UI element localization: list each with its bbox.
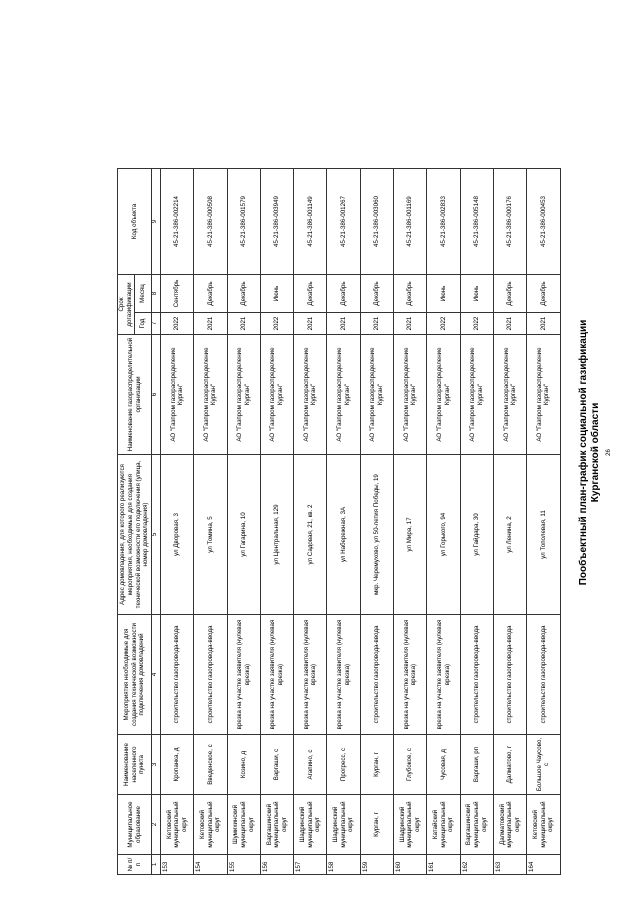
row-num: 154 bbox=[194, 855, 227, 875]
row-municipality: Шадринский муниципальный округ bbox=[327, 795, 360, 855]
row-month: Декабрь bbox=[294, 275, 327, 313]
header-settlement: Наименование населенного пункта bbox=[118, 735, 152, 795]
row-year: 2022 bbox=[427, 313, 460, 335]
row-organization: АО "Газпром газораспределение Курган" bbox=[394, 335, 427, 455]
row-object-code: 45-21-386-002833 bbox=[427, 169, 460, 275]
row-year: 2021 bbox=[327, 313, 360, 335]
column-number: 1 bbox=[152, 855, 161, 875]
row-settlement: Чусовая, д bbox=[427, 735, 460, 795]
row-organization: АО "Газпром газораспределение Курган" bbox=[360, 335, 393, 455]
row-month: Сентябрь bbox=[161, 275, 194, 313]
table-row bbox=[327, 169, 360, 875]
row-municipality: Курган, г bbox=[360, 795, 393, 855]
row-object-code: 45-21-386-001149 bbox=[294, 169, 327, 275]
row-object-code: 45-21-386-001267 bbox=[327, 169, 360, 275]
row-year: 2022 bbox=[161, 313, 194, 335]
page-number: 26 bbox=[606, 449, 612, 456]
row-municipality: Кетовский муниципальный округ bbox=[194, 795, 227, 855]
row-measure: строительство газопровода-ввода bbox=[493, 615, 526, 735]
row-year: 2021 bbox=[294, 313, 327, 335]
row-address: ул Центральная, 129 bbox=[260, 455, 293, 615]
row-month: Декабрь bbox=[194, 275, 227, 313]
row-month: Декабрь bbox=[527, 275, 560, 313]
header-deadline: Срок догазификации bbox=[118, 275, 135, 335]
row-settlement: Глубокое, с bbox=[394, 735, 427, 795]
row-address: ул Тополевая, 11 bbox=[527, 455, 560, 615]
gasification-table bbox=[117, 168, 561, 875]
row-measure: врезка на участке заявителя (нулевая врезка) bbox=[227, 615, 260, 735]
row-measure: врезка на участке заявителя (нулевая врезка) bbox=[427, 615, 460, 735]
table-row bbox=[394, 169, 427, 875]
row-year: 2021 bbox=[493, 313, 526, 335]
column-number: 6 bbox=[152, 335, 161, 455]
title-line-2: Курганской области bbox=[590, 402, 601, 503]
row-organization: АО "Газпром газораспределение Курган" bbox=[161, 335, 194, 455]
row-address: ул Садовая, 21, кв. 2 bbox=[294, 455, 327, 615]
row-organization: АО "Газпром газораспределение Курган" bbox=[460, 335, 493, 455]
row-month: Июнь bbox=[427, 275, 460, 313]
row-settlement: Варгаши, с bbox=[260, 735, 293, 795]
row-object-code: 45-21-386-000453 bbox=[527, 169, 560, 275]
row-address: ул Дворовая, 3 bbox=[161, 455, 194, 615]
table-row bbox=[427, 169, 460, 875]
column-number: 2 bbox=[152, 795, 161, 855]
row-measure: строительство газопровода-ввода bbox=[161, 615, 194, 735]
row-measure: врезка на участке заявителя (нулевая врезка) bbox=[260, 615, 293, 735]
row-organization: АО "Газпром газораспределение Курган" bbox=[327, 335, 360, 455]
row-year: 2022 bbox=[260, 313, 293, 335]
row-year: 2022 bbox=[460, 313, 493, 335]
row-municipality: Шадринский муниципальный округ bbox=[394, 795, 427, 855]
row-address: ул Горького, 94 bbox=[427, 455, 460, 615]
column-number: 4 bbox=[152, 615, 161, 735]
title-line-1: Пообъектный план-график социальной газификации bbox=[578, 319, 589, 586]
row-num: 157 bbox=[294, 855, 327, 875]
table-row bbox=[194, 169, 227, 875]
header-organization: Наименование газораспределительной организации bbox=[118, 335, 152, 455]
table-row bbox=[260, 169, 293, 875]
row-municipality: Шадринский муниципальный округ bbox=[294, 795, 327, 855]
row-address: ул Набережная, 3А bbox=[327, 455, 360, 615]
row-address: ул Гагарина, 10 bbox=[227, 455, 260, 615]
row-object-code: 45-21-386-002214 bbox=[161, 169, 194, 275]
row-municipality: Далматовский муниципальный округ bbox=[493, 795, 526, 855]
row-num: 163 bbox=[493, 855, 526, 875]
row-address: ул Мира, 17 bbox=[394, 455, 427, 615]
column-number: 5 bbox=[152, 455, 161, 615]
row-year: 2021 bbox=[527, 313, 560, 335]
row-address: ул Томина, 5 bbox=[194, 455, 227, 615]
row-year: 2021 bbox=[360, 313, 393, 335]
row-month: Июнь bbox=[260, 275, 293, 313]
row-num: 161 bbox=[427, 855, 460, 875]
row-month: Декабрь bbox=[327, 275, 360, 313]
row-organization: АО "Газпром газораспределение Курган" bbox=[260, 335, 293, 455]
row-object-code: 45-21-386-005148 bbox=[460, 169, 493, 275]
row-settlement: Большое Чаусово, с bbox=[527, 735, 560, 795]
header-year: Год bbox=[135, 313, 152, 335]
row-measure: врезка на участке заявителя (нулевая врезка) bbox=[394, 615, 427, 735]
header-month: Месяц bbox=[135, 275, 152, 313]
table-row bbox=[161, 169, 194, 875]
row-month: Декабрь bbox=[360, 275, 393, 313]
column-number: 7 bbox=[152, 313, 161, 335]
row-measure: врезка на участке заявителя (нулевая врезка) bbox=[294, 615, 327, 735]
row-month: Декабрь bbox=[394, 275, 427, 313]
row-settlement: Далматово, г bbox=[493, 735, 526, 795]
row-municipality: Варгашинский муниципальный округ bbox=[260, 795, 293, 855]
row-num: 164 bbox=[527, 855, 560, 875]
row-settlement: Прогресс, с bbox=[327, 735, 360, 795]
header-num: № п/п bbox=[118, 855, 152, 875]
row-object-code: 45-21-386-000508 bbox=[194, 169, 227, 275]
row-address: ул Ленина, 2 bbox=[493, 455, 526, 615]
row-organization: АО "Газпром газораспределение Курган" bbox=[227, 335, 260, 455]
row-address: мкр. Черемухово, ул 50-летия Победы, 19 bbox=[360, 455, 393, 615]
header-municipality: Муниципальное образование bbox=[118, 795, 152, 855]
row-measure: строительство газопровода-ввода bbox=[360, 615, 393, 735]
row-settlement: Козино, д bbox=[227, 735, 260, 795]
table-row bbox=[360, 169, 393, 875]
row-organization: АО "Газпром газораспределение Курган" bbox=[194, 335, 227, 455]
table-row bbox=[527, 169, 560, 875]
column-number: 9 bbox=[152, 169, 161, 275]
row-object-code: 45-21-386-001579 bbox=[227, 169, 260, 275]
table-row bbox=[493, 169, 526, 875]
row-organization: АО "Газпром газораспределение Курган" bbox=[427, 335, 460, 455]
table-row bbox=[460, 169, 493, 875]
row-municipality: Кетовский муниципальный округ bbox=[161, 795, 194, 855]
row-num: 155 bbox=[227, 855, 260, 875]
table-row bbox=[294, 169, 327, 875]
row-settlement: Агапино, с bbox=[294, 735, 327, 795]
row-object-code: 45-21-386-001169 bbox=[394, 169, 427, 275]
row-settlement: Варгаши, рп bbox=[460, 735, 493, 795]
column-numbers-row bbox=[152, 169, 161, 875]
header-object-code: Код объекта bbox=[118, 169, 152, 275]
row-month: Июнь bbox=[460, 275, 493, 313]
row-month: Декабрь bbox=[227, 275, 260, 313]
row-num: 158 bbox=[327, 855, 360, 875]
table-row bbox=[227, 169, 260, 875]
row-settlement: Введенское, с bbox=[194, 735, 227, 795]
header-measures: Мероприятия необходимые для создания технической возможности подключения домовладений bbox=[118, 615, 152, 735]
row-num: 159 bbox=[360, 855, 393, 875]
page-title bbox=[578, 0, 602, 905]
row-year: 2021 bbox=[194, 313, 227, 335]
row-year: 2021 bbox=[394, 313, 427, 335]
row-measure: строительство газопровода-ввода bbox=[194, 615, 227, 735]
row-year: 2021 bbox=[227, 313, 260, 335]
row-num: 160 bbox=[394, 855, 427, 875]
row-municipality: Катайский муниципальный округ bbox=[427, 795, 460, 855]
row-settlement: Курган, г bbox=[360, 735, 393, 795]
row-object-code: 45-21-386-000176 bbox=[493, 169, 526, 275]
row-address: ул Гайдара, 30 bbox=[460, 455, 493, 615]
row-measure: врезка на участке заявителя (нулевая врезка) bbox=[327, 615, 360, 735]
row-num: 153 bbox=[161, 855, 194, 875]
row-object-code: 45-21-386-003060 bbox=[360, 169, 393, 275]
row-object-code: 45-21-386-003949 bbox=[260, 169, 293, 275]
row-settlement: Кропанка, д bbox=[161, 735, 194, 795]
row-num: 156 bbox=[260, 855, 293, 875]
row-municipality: Кетовский муниципальный округ bbox=[527, 795, 560, 855]
row-num: 162 bbox=[460, 855, 493, 875]
column-number: 3 bbox=[152, 735, 161, 795]
column-number: 8 bbox=[152, 275, 161, 313]
row-month: Декабрь bbox=[493, 275, 526, 313]
row-municipality: Шумихинский муниципальный округ bbox=[227, 795, 260, 855]
header-address: Адрес домовладения, для которого реализуются мероприятия, необходимые для создания технической возможности его подключения (улица, номер домовладения) bbox=[118, 455, 152, 615]
row-municipality: Варгашинский муниципальный округ bbox=[460, 795, 493, 855]
row-measure: строительство газопровода-ввода bbox=[460, 615, 493, 735]
row-organization: АО "Газпром газораспределение Курган" bbox=[294, 335, 327, 455]
row-measure: строительство газопровода-ввода bbox=[527, 615, 560, 735]
row-organization: АО "Газпром газораспределение Курган" bbox=[493, 335, 526, 455]
row-organization: АО "Газпром газораспределение Курган" bbox=[527, 335, 560, 455]
